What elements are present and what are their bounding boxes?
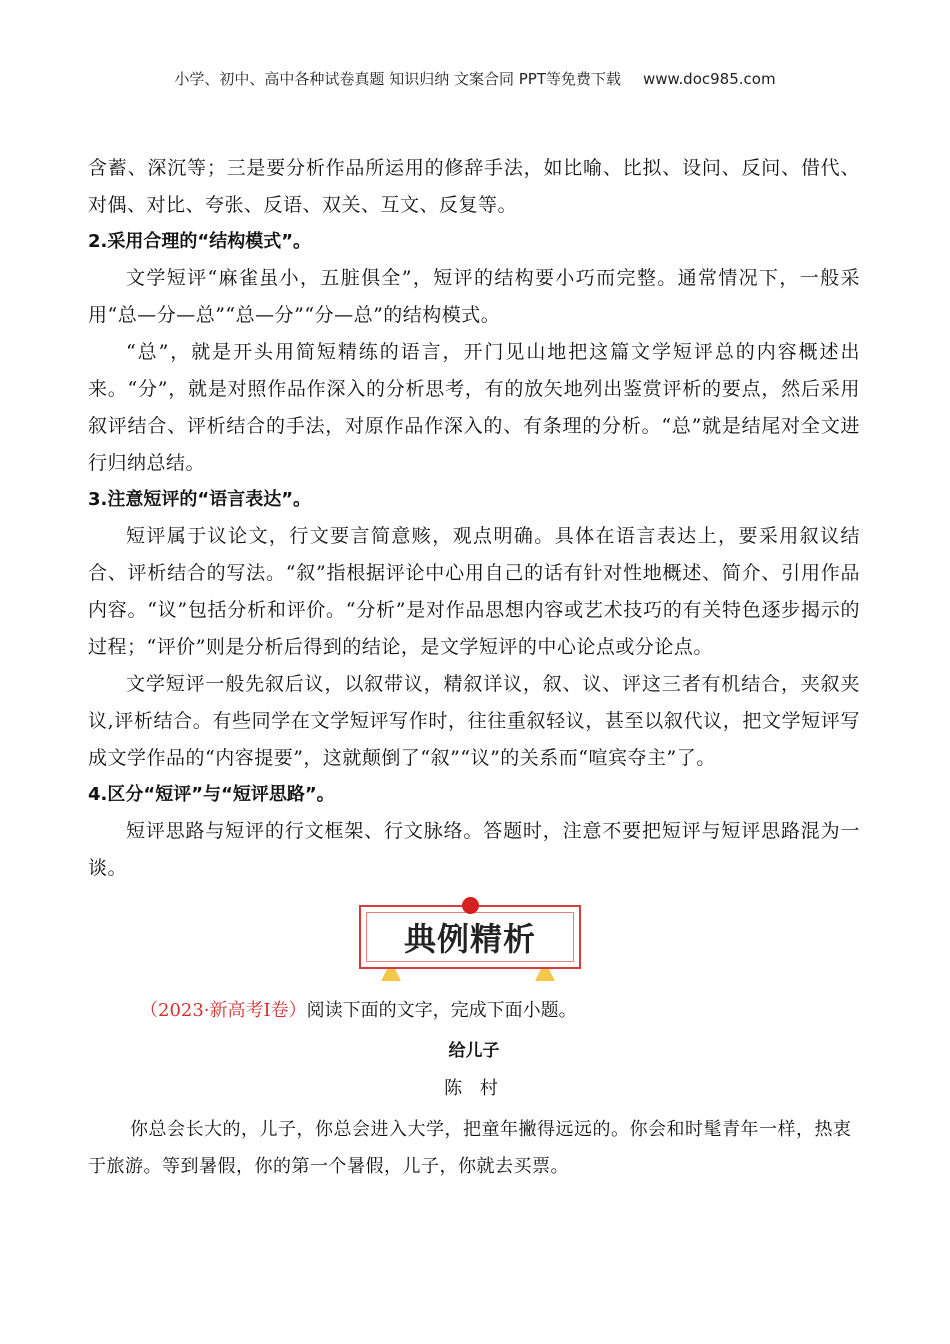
paragraph: 文学短评一般先叙后议，以叙带议，精叙详议，叙、议、评这三者有机结合，夹叙夹议,评析结合。有些同学在文学短评写作时，往往重叙轻议，甚至以叙代议，把文学短评写成文学作品的“内容提要”，这就颠倒了“叙”“议”的关系而“喧宾夺主”了。 (88, 673, 860, 769)
header-url[interactable]: www.doc985.com (642, 70, 776, 88)
document-body (88, 150, 860, 1185)
section-heading: 4.区分“短评”与“短评思路”。 (88, 784, 335, 805)
paragraph: “总”，就是开头用简短精练的语言，开门见山地把这篇文学短评总的内容概述出来。“分”，就是对照作品作深入的分析思考，有的放矢地列出鉴赏评析的要点，然后采用叙评结合、评析结合的手法，对原作品作深入的、有条理的分析。“总”就是结尾对全文进行归纳总结。 (88, 341, 860, 474)
paragraph: 短评思路与短评的行文框架、行文脉络。答题时，注意不要把短评与短评思路混为一谈。 (88, 820, 860, 879)
source-instruction: 阅读下面的文字，完成下面小题。 (306, 1000, 577, 1021)
pin-dot-icon (462, 897, 479, 914)
poem-body: 你总会长大的，儿子，你总会进入大学，把童年撇得远远的。你会和时髦青年一样，热衷于旅游。等到暑假，你的第一个暑假，儿子，你就去买票。 (88, 1119, 852, 1177)
page-header (0, 68, 950, 89)
section-heading: 2.采用合理的“结构模式”。 (88, 231, 312, 252)
header-text: 小学、初中、高中各种试卷真题 知识归纳 文案合同 PPT等免费下载 (174, 70, 621, 88)
poem-author: 陈 村 (444, 1078, 504, 1099)
section-heading: 3.注意短评的“语言表达”。 (88, 489, 312, 510)
poem-title: 给儿子 (448, 1041, 500, 1061)
banner-frame (359, 905, 581, 969)
source-tag: （2023·新高考Ⅰ卷） (140, 1000, 307, 1021)
paragraph: 短评属于议论文，行文要言简意赅，观点明确。具体在语言表达上，要采用叙议结合、评析结合的写法。“叙”指根据评论中心用自己的话有针对性地概述、简介、引用作品内容。“议”包括分析和评价。“分析”是对作品思想内容或艺术技巧的有关特色逐步揭示的过程；“评价”则是分析后得到的结论，是文学短评的中心论点或分论点。 (88, 525, 860, 658)
example-banner (359, 899, 589, 983)
paragraph: 含蓄、深沉等；三是要分析作品所运用的修辞手法，如比喻、比拟、设问、反问、借代、对偶、对比、夸张、反语、双关、互文、反复等。 (88, 157, 860, 216)
paragraph: 文学短评“麻雀虽小，五脏俱全”，短评的结构要小巧而完整。通常情况下，一般采用“总—分—总”“总—分”“分—总”的结构模式。 (88, 267, 860, 326)
banner-label: 典例精析 (403, 920, 536, 958)
example-source (140, 993, 860, 1029)
